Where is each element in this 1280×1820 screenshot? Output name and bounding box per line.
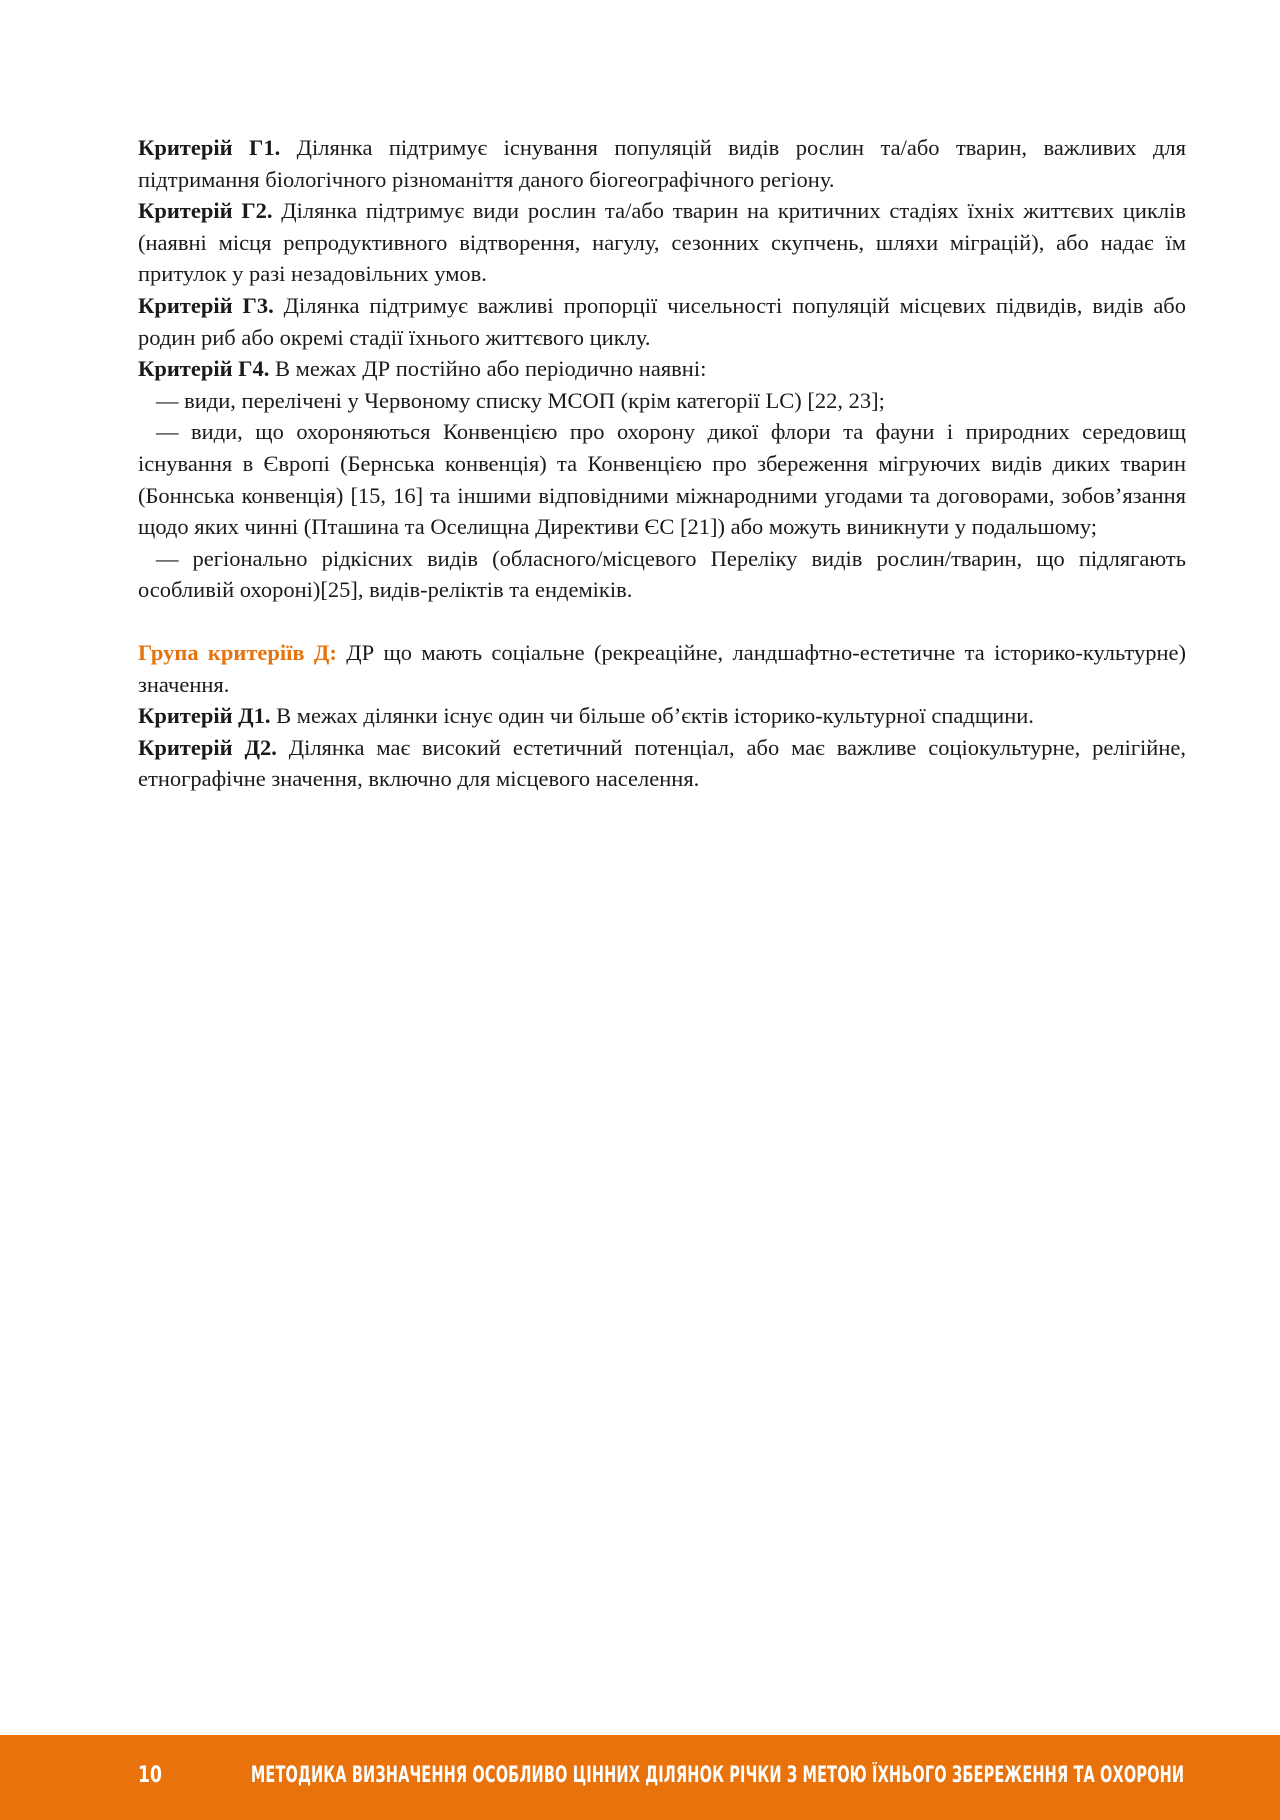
criterion-g4 xyxy=(138,353,1186,385)
criterion-text: Ділянка має високий естетичний потенціал, або має важливе соціокультурне, релігійне, етнографічне значення, включно для місцевого населення. xyxy=(138,734,1187,792)
group-text: ДР що мають соціальне (рекреаційне, ландшафтно-естетичне та історико-культурне) значення. xyxy=(138,639,1186,697)
g4-list-item: — види, що охороняються Конвенцією про охорону дикої флори та фауни і природних середовищ існування в Європі (Бернська конвенція) та Конвенцією про збереження мігруючих видів диких тварин (Боннська конвенція) [15, 16] та іншими відповідними міжнародними угодами та договорами, зобов’язання щодо яких чинні (Пташина та Оселищна Директиви ЄС [21]) або можуть виникнути у подальшому; xyxy=(138,419,1186,540)
g4-list-item: — види, перелічені у Червоному списку МСОП (крім категорії LC) [22, 23]; xyxy=(156,387,885,413)
criterion-d2 xyxy=(138,732,1186,795)
criterion-text: В межах ДР постійно або періодично наявні: xyxy=(269,356,707,382)
group-label: Група критеріїв Д: xyxy=(138,639,337,665)
criterion-label: Критерій Г1. xyxy=(138,135,281,160)
footer-title: МЕТОДИКА ВИЗНАЧЕННЯ ОСОБЛИВО ЦІННИХ ДІЛЯНОК РІЧКИ З МЕТОЮ ЇХНЬОГО ЗБЕРЕЖЕННЯ ТА ОХОРОНИ xyxy=(250,1763,1184,1788)
page-footer xyxy=(0,1735,1280,1820)
criterion-g2 xyxy=(138,195,1186,290)
criterion-d1 xyxy=(138,700,1186,732)
criterion-label: Критерій Г2. xyxy=(138,198,273,224)
criterion-text: Ділянка підтримує існування популяцій видів рослин та/або тварин, важливих для підтримання біологічного різноманіття даного біогеографічного регіону. xyxy=(138,135,1187,192)
group-d-heading xyxy=(138,637,1186,700)
g4-list-item: — регіонально рідкісних видів (обласного/місцевого Переліку видів рослин/тварин, що підлягають особливій охороні)[25], видів-реліктів та ендеміків. xyxy=(138,545,1186,603)
criterion-label: Критерій Д1. xyxy=(138,703,271,729)
criterion-g3 xyxy=(138,290,1186,353)
document-body xyxy=(138,132,1186,795)
criterion-label: Критерій Г4. xyxy=(138,356,270,382)
criterion-label: Критерій Д2. xyxy=(138,734,277,760)
criterion-text: Ділянка підтримує важливі пропорції чисельності популяцій місцевих підвидів, видів або родин риб або окремі стадії їхнього життєвого циклу. xyxy=(138,292,1187,350)
criterion-text: Ділянка підтримує види рослин та/або тварин на критичних стадіях їхніх життєвих циклів (наявні місця репродуктивного відтворення, нагулу, сезонних скупчень, шляхи міграцій), або надає їм притулок у разі незадовільних умов. xyxy=(138,198,1187,287)
page-number: 10 xyxy=(138,1763,162,1788)
criterion-label: Критерій Г3. xyxy=(138,292,274,318)
section-spacer xyxy=(138,606,1186,637)
criterion-text: В межах ділянки існує один чи більше об’єктів історико-культурної спадщини. xyxy=(270,703,1034,729)
criterion-g1 xyxy=(138,132,1186,195)
